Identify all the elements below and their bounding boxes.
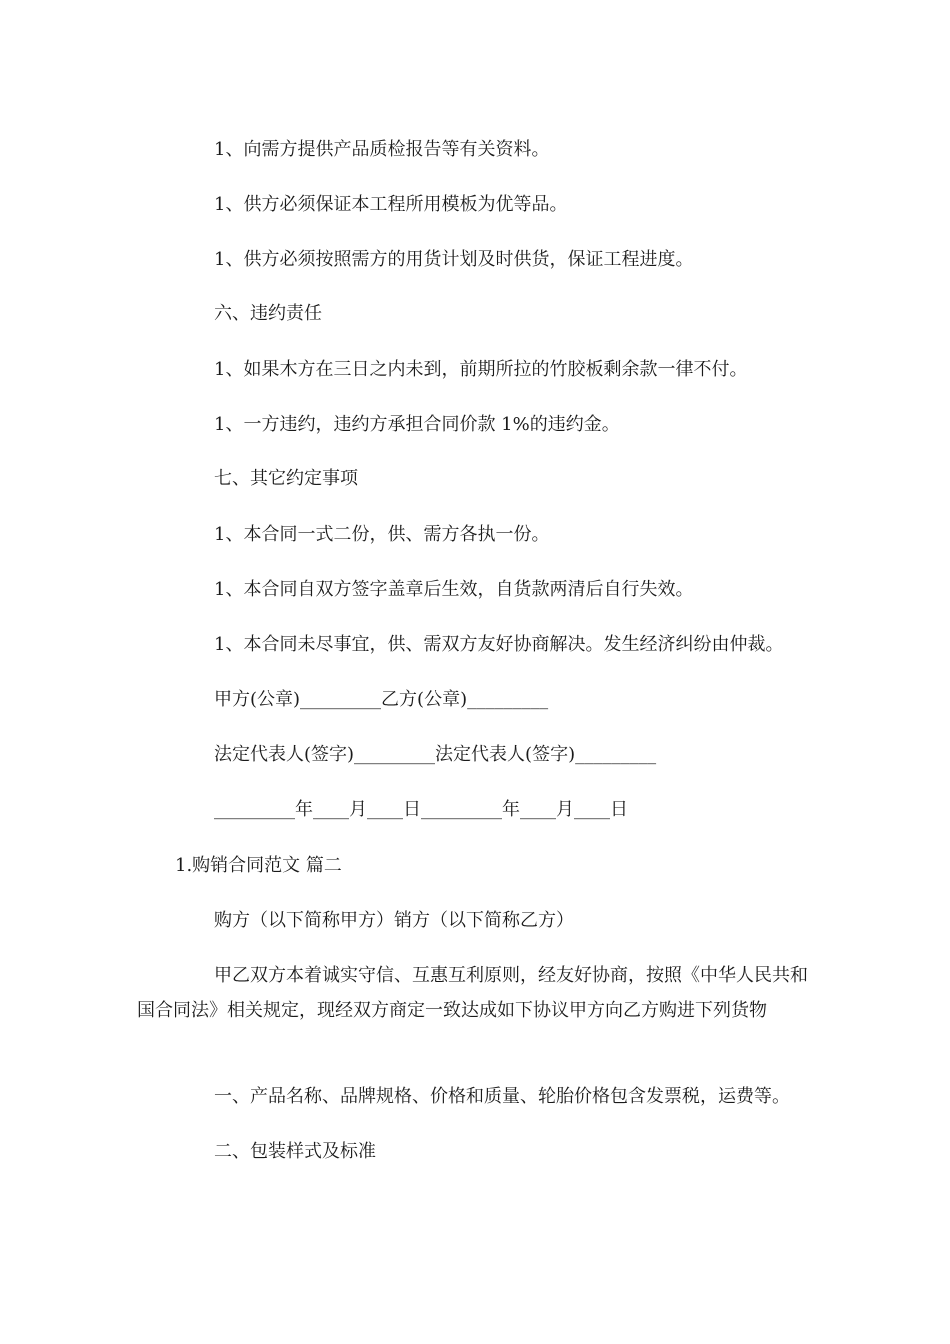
clause-disputes: 1、本合同未尽事宜，供、需双方友好协商解决。发生经济纠纷由仲裁。 bbox=[214, 634, 784, 655]
signature-representative-line: 法定代表人(签字)_________法定代表人(签字)_________ bbox=[214, 744, 657, 765]
clause-supply-schedule: 1、供方必须按照需方的用货计划及时供货，保证工程进度。 bbox=[214, 249, 694, 270]
signature-date-line: _________年____月____日_________年____月____日 bbox=[214, 799, 628, 820]
signature-seal-line: 甲方(公章)_________乙方(公章)_________ bbox=[214, 689, 549, 710]
clause-product-info: 一、产品名称、品牌规格、价格和质量、轮胎价格包含发票税，运费等。 bbox=[214, 1086, 790, 1107]
clause-packaging: 二、包装样式及标准 bbox=[214, 1141, 376, 1162]
section-heading: 1.购销合同范文 篇二 bbox=[175, 855, 342, 876]
clause-template-quality: 1、供方必须保证本工程所用模板为优等品。 bbox=[214, 194, 568, 215]
clause-copies: 1、本合同一式二份，供、需方各执一份。 bbox=[214, 524, 550, 545]
parties-line: 购方（以下简称甲方）销方（以下简称乙方） bbox=[214, 910, 574, 931]
intro-paragraph: 甲乙双方本着诚实守信、互惠互利原则，经友好协商，按照《中华人民共和国合同法》相关规定，现经双方商定一致达成如下协议甲方向乙方购进下列货物 bbox=[137, 965, 808, 1021]
section-heading-other-terms: 七、其它约定事项 bbox=[214, 468, 358, 489]
clause-quality-report: 1、向需方提供产品质检报告等有关资料。 bbox=[214, 139, 550, 160]
clause-breach-penalty: 1、一方违约，违约方承担合同价款 1%的违约金。 bbox=[214, 414, 620, 435]
section-heading-liability: 六、违约责任 bbox=[214, 303, 322, 324]
clause-effective: 1、本合同自双方签字盖章后生效，自货款两清后自行失效。 bbox=[214, 579, 694, 600]
clause-late-delivery: 1、如果木方在三日之内未到，前期所拉的竹胶板剩余款一律不付。 bbox=[214, 359, 748, 380]
